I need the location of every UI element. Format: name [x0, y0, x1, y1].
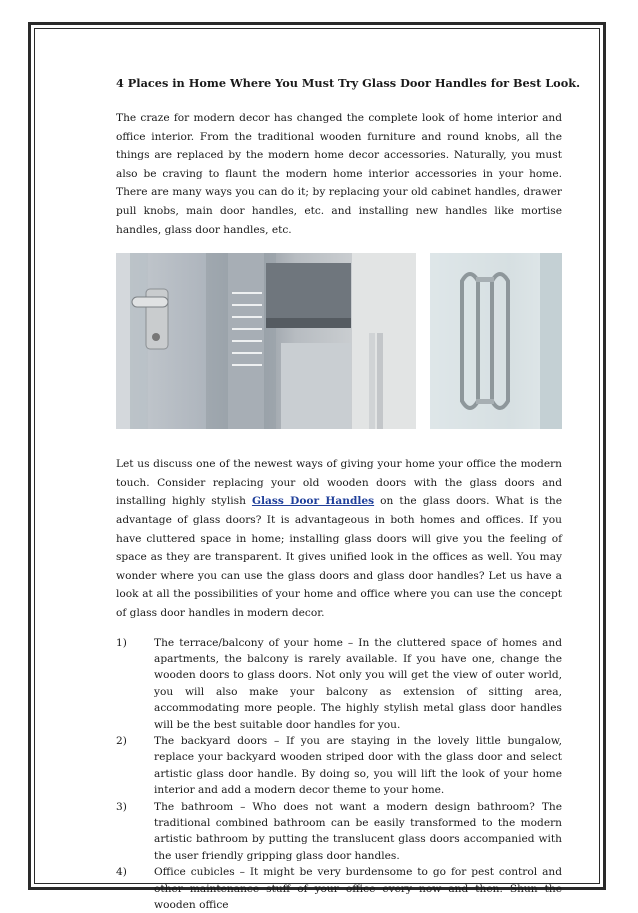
- glass-door-lever-handle-photo: [116, 253, 416, 429]
- document-content: [116, 76, 562, 913]
- list-text: Office cubicles – It might be very burdensome to go for pest control and other maintenance stuff of your office every now and then. Shun the wooden office: [154, 864, 562, 913]
- list-text: The bathroom – Who does not want a modern design bathroom? The traditional combined bathroom can be easily transformed to the modern artistic bathroom by putting the translucent glass doors accompanied with the user friendly gripping glass door handles.: [154, 799, 562, 865]
- glass-door-handles-link[interactable]: Glass Door Handles: [252, 495, 374, 507]
- list-number: 4): [116, 864, 154, 913]
- list-text: The terrace/balcony of your home – In the cluttered space of homes and apartments, the balcony is rarely available. If you have one, change the wooden doors to glass doors. Not only you will get the view of outer world, you will also make your balcony as extension of sitting area, accommodating more people. The highly stylish metal glass door handles will be the best suitable door handles for you.: [154, 635, 562, 733]
- body-paragraph: [116, 455, 562, 622]
- list-item: [116, 635, 562, 733]
- glass-door-pull-handle-photo: [430, 253, 562, 429]
- list-item: [116, 799, 562, 865]
- body-text-after-link: on the glass doors. What is the advantage of glass doors? It is advantageous in both homes and offices. If you have cluttered space in home; installing glass doors will give you the feeling of space as they are transparent. It gives unified look in the offices as well. You may wonder where you can use the glass doors and glass door handles? Let us have a look at all the possibilities of your home and office where you can use the concept of glass door handles in modern decor.: [116, 495, 562, 619]
- list-text: The backyard doors – If you are staying in the lovely little bungalow, replace your backyard wooden striped door with the glass door and select artistic glass door handle. By doing so, you will lift the look of your home interior and add a modern decor theme to your home.: [154, 733, 562, 799]
- article-title: 4 Places in Home Where You Must Try Glass Door Handles for Best Look.: [116, 76, 562, 91]
- intro-paragraph: The craze for modern decor has changed the complete look of home interior and office interior. From the traditional wooden furniture and round knobs, all the things are replaced by the modern home decor accessories. Naturally, you must also be craving to flaunt the modern home interior accessories in your home. There are many ways you can do it; by replacing your old cabinet handles, drawer pull knobs, main door handles, etc. and installing new handles like mortise handles, glass door handles, etc.: [116, 109, 562, 239]
- places-list: [116, 635, 562, 913]
- body-text-before-link: Let us discuss one of the newest ways of giving your home your office the modern touch. Consider replacing your old wooden doors with the glass doors and installing highly stylish: [116, 458, 562, 507]
- list-number: 2): [116, 733, 154, 799]
- image-row: [116, 253, 562, 429]
- list-number: 1): [116, 635, 154, 733]
- list-item: [116, 864, 562, 913]
- list-item: [116, 733, 562, 799]
- list-number: 3): [116, 799, 154, 865]
